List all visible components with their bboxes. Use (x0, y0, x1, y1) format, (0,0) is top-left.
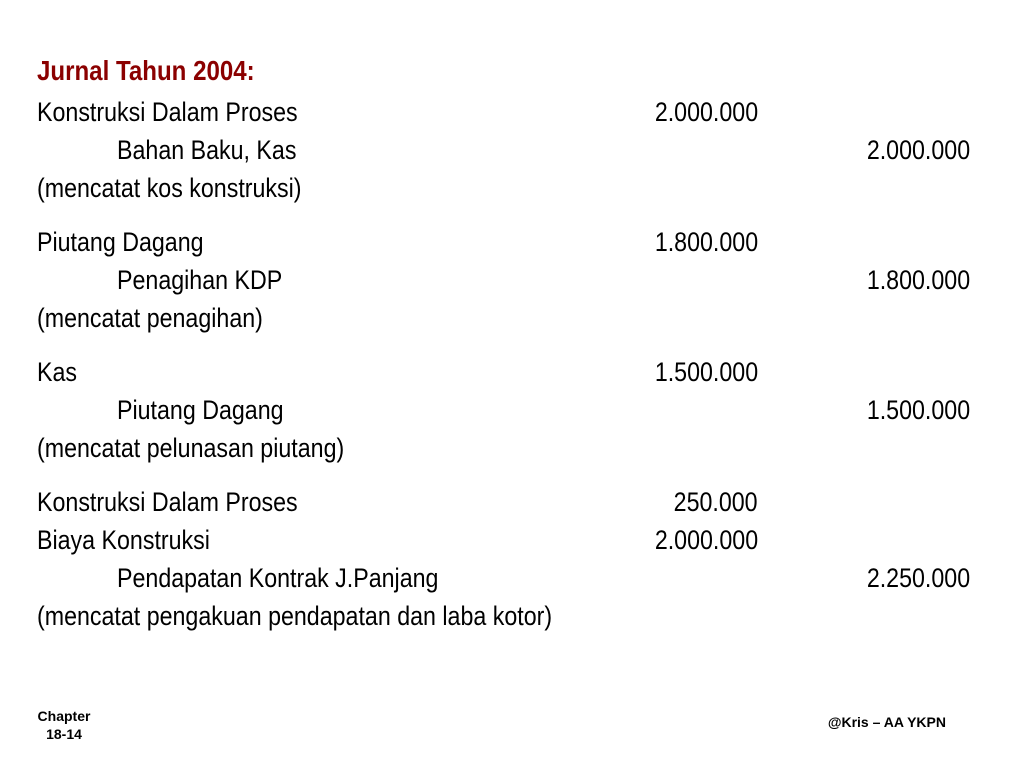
credit-row (0, 559, 1024, 597)
author-credit: @Kris – AA YKPN (827, 714, 946, 730)
debit-account: Konstruksi Dalam Proses (37, 487, 298, 517)
credit-row (0, 391, 1024, 429)
journal-entry (0, 353, 1024, 467)
chapter-label: Chapter (37, 708, 91, 724)
debit-row (0, 93, 1024, 131)
journal-entry (0, 483, 1024, 635)
slide-title: Jurnal Tahun 2004: (37, 55, 255, 86)
credit-account: Bahan Baku, Kas (117, 135, 297, 165)
journal-entry (0, 93, 1024, 207)
credit-row (0, 131, 1024, 169)
entry-note: (mencatat pengakuan pendapatan dan laba kotor) (37, 601, 553, 631)
credit-amount: 2.000.000 (866, 135, 970, 165)
debit-row (0, 223, 1024, 261)
credit-amount: 1.500.000 (866, 395, 970, 425)
credit-account: Piutang Dagang (117, 395, 284, 425)
entry-note-row (0, 429, 1024, 467)
debit-amount: 250.000 (674, 487, 758, 517)
journal-entries (0, 93, 1024, 651)
debit-row (0, 483, 1024, 521)
credit-account: Pendapatan Kontrak J.Panjang (117, 563, 439, 593)
credit-amount: 2.250.000 (866, 563, 970, 593)
debit-amount: 1.500.000 (654, 357, 758, 387)
debit-row (0, 353, 1024, 391)
entry-note: (mencatat kos konstruksi) (37, 173, 302, 203)
credit-account: Penagihan KDP (117, 265, 283, 295)
entry-note: (mencatat penagihan) (37, 303, 263, 333)
journal-entry (0, 223, 1024, 337)
debit-amount: 2.000.000 (654, 525, 758, 555)
credit-amount: 1.800.000 (866, 265, 970, 295)
debit-amount: 1.800.000 (654, 227, 758, 257)
debit-account: Konstruksi Dalam Proses (37, 97, 298, 127)
debit-account: Piutang Dagang (37, 227, 204, 257)
entry-note-row (0, 597, 1024, 635)
chapter-footer (30, 707, 98, 743)
credit-row (0, 261, 1024, 299)
entry-note-row (0, 169, 1024, 207)
entry-note: (mencatat pelunasan piutang) (37, 433, 345, 463)
debit-amount: 2.000.000 (654, 97, 758, 127)
debit-account: Kas (37, 357, 78, 387)
entry-note-row (0, 299, 1024, 337)
debit-row (0, 521, 1024, 559)
debit-account: Biaya Konstruksi (37, 525, 210, 555)
chapter-number: 18-14 (46, 726, 82, 742)
